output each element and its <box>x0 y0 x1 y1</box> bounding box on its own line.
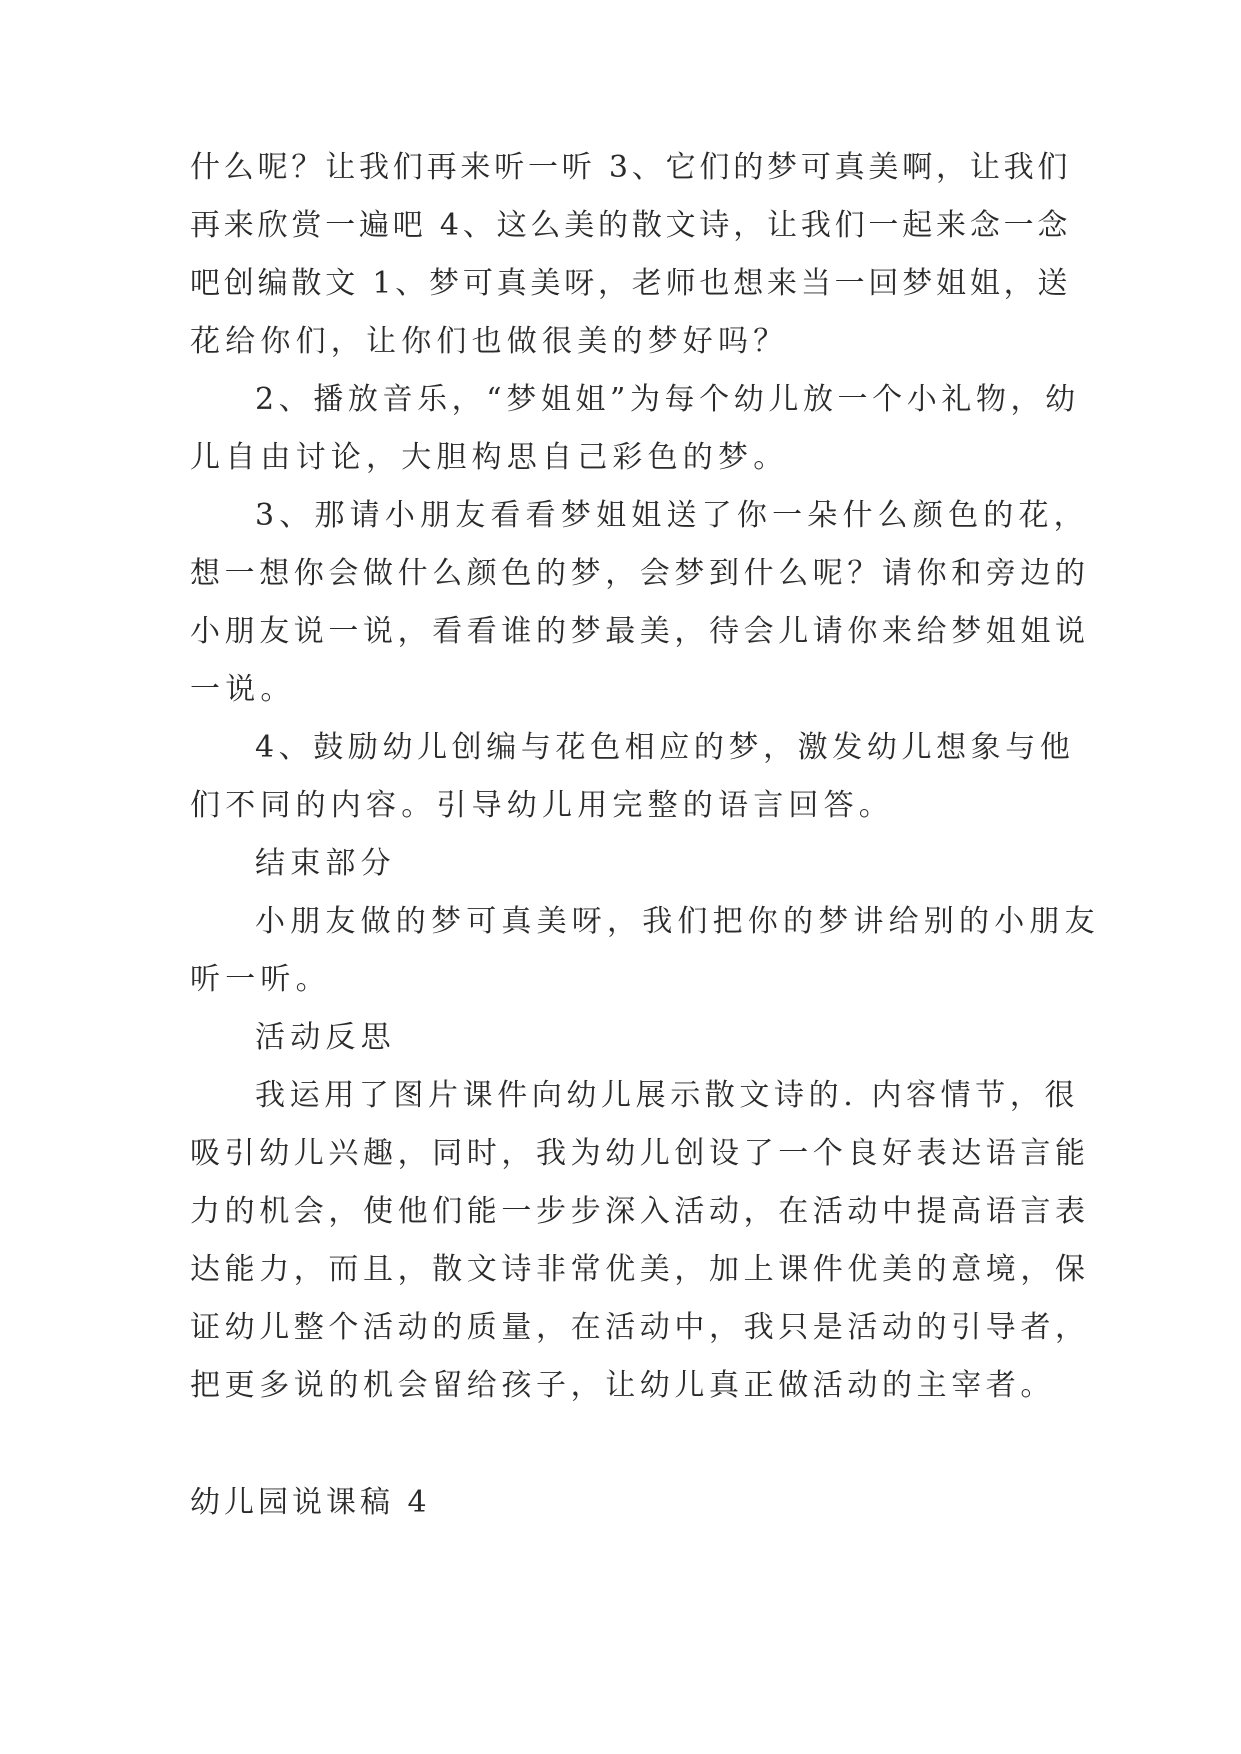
text-line: 一说。 <box>190 672 296 707</box>
text-line: 3、那请小朋友看看梦姐姐送了你一朵什么颜色的花， <box>255 498 1089 533</box>
text-line: 花给你们，让你们也做很美的梦好吗？ <box>190 324 789 359</box>
section-heading-reflection: 活动反思 <box>255 1020 396 1055</box>
text-line: 达能力，而且，散文诗非常优美，加上课件优美的意境，保 <box>190 1252 1090 1287</box>
text-line: 4、鼓励幼儿创编与花色相应的梦，激发幼儿想象与他 <box>255 730 1075 765</box>
text-line: 力的机会，使他们能一步步深入活动，在活动中提高语言表 <box>190 1194 1090 1229</box>
text-line: 证幼儿整个活动的质量，在活动中，我只是活动的引导者， <box>190 1310 1090 1345</box>
text-line: 什么呢？让我们再来听一听 3、它们的梦可真美啊，让我们 <box>190 150 1072 185</box>
next-section-title: 幼儿园说课稿 4 <box>190 1485 431 1520</box>
text-line: 听一听。 <box>190 962 331 997</box>
text-line: 吸引幼儿兴趣，同时，我为幼儿创设了一个良好表达语言能 <box>190 1136 1090 1171</box>
text-line: 儿自由讨论，大胆构思自己彩色的梦。 <box>190 440 789 475</box>
text-line: 小朋友做的梦可真美呀，我们把你的梦讲给别的小朋友 <box>255 904 1100 939</box>
text-line: 把更多说的机会留给孩子，让幼儿真正做活动的主宰者。 <box>190 1368 1055 1403</box>
text-line: 想一想你会做什么颜色的梦，会梦到什么呢？请你和旁边的 <box>190 556 1090 591</box>
text-line: 们不同的内容。引导幼儿用完整的语言回答。 <box>190 788 894 823</box>
text-line: 再来欣赏一遍吧 4、这么美的散文诗，让我们一起来念一念 <box>190 208 1072 243</box>
section-heading-ending: 结束部分 <box>255 846 396 881</box>
text-line: 吧创编散文 1、梦可真美呀，老师也想来当一回梦姐姐，送 <box>190 266 1072 301</box>
text-line: 我运用了图片课件向幼儿展示散文诗的. 内容情节，很 <box>255 1078 1080 1113</box>
text-line: 小朋友说一说，看看谁的梦最美，待会儿请你来给梦姐姐说 <box>190 614 1090 649</box>
text-line: 2、播放音乐，“梦姐姐”为每个幼儿放一个小礼物，幼 <box>255 382 1080 417</box>
